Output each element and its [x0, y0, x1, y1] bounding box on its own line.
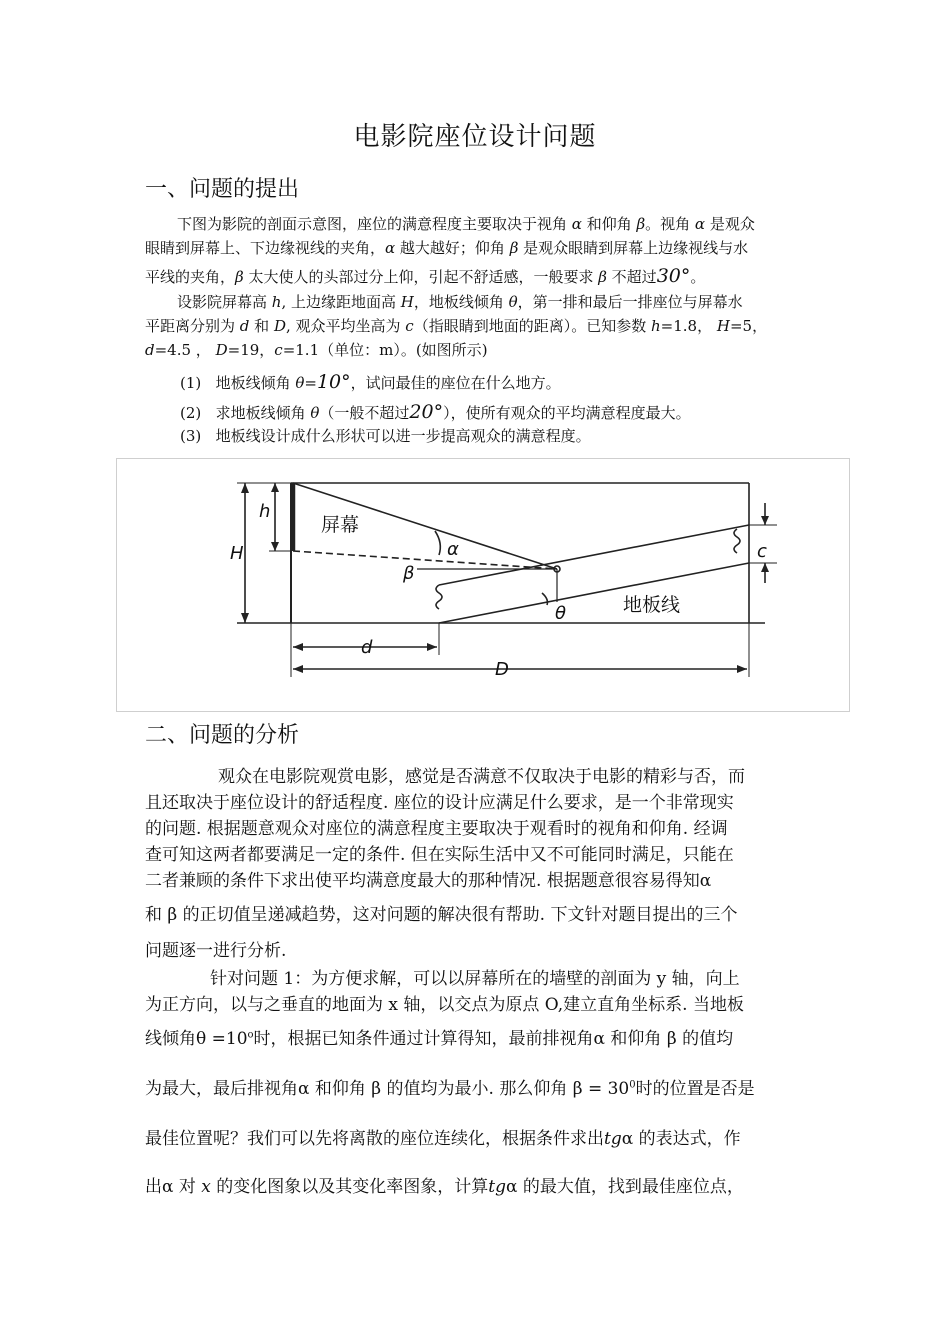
paragraph-line: 眼睛到屏幕上、下边缘视线的夹角，α 越大越好；仰角 β 是观众眼睛到屏幕上边缘视线与水 — [145, 239, 749, 257]
eye-level-line — [439, 525, 749, 585]
question-2: (2) 求地板线倾角 θ（一般不超过20°），使所有观众的平均满意程度最大。 — [180, 401, 691, 423]
label-h: h — [259, 501, 271, 522]
question-1: (1) 地板线倾角 θ=10°，试问最佳的座位在什么地方。 — [180, 371, 561, 393]
front-seat-mark — [436, 585, 442, 609]
label-c: c — [757, 541, 767, 562]
page-title: 电影院座位设计问题 — [353, 122, 597, 152]
analysis-line: 查可知这两者都要满足一定的条件. 但在实际生活中又不可能同时满足，只能在 — [145, 845, 734, 865]
analysis-line: 和 β 的正切值呈递减趋势，这对问题的解决很有帮助. 下文针对题目提出的三个 — [145, 905, 738, 925]
analysis-line: 为正方向，以与之垂直的地面为 x 轴，以交点为原点 O,建立直角坐标系. 当地板 — [145, 995, 744, 1015]
label-theta: θ — [555, 603, 567, 624]
analysis-line: 观众在电影院观赏电影，感觉是否满意不仅取决于电影的精彩与否，而 — [218, 767, 745, 787]
label-D: D — [495, 659, 509, 680]
analysis-line: 问题逐一进行分析. — [145, 941, 287, 961]
label-beta: β — [403, 563, 415, 584]
section-1-heading: 一、问题的提出 — [145, 177, 300, 202]
floor-line — [439, 563, 749, 623]
label-d: d — [361, 637, 373, 658]
rear-seat-mark — [734, 529, 740, 553]
paragraph-line: 平线的夹角，β 太大使人的头部过分上仰，引起不舒适感，一般要求 β 不超过30°。 — [145, 265, 706, 287]
analysis-line: 且还取决于座位设计的舒适程度. 座位的设计应满足什么要求，是一个非常现实 — [145, 793, 734, 813]
paragraph-line: 平距离分别为 d 和 D, 观众平均坐高为 c（指眼睛到地面的距离）。已知参数 h=1.8， H=5， — [145, 317, 768, 335]
label-floor: 地板线 — [623, 594, 681, 616]
cinema-cross-section-figure — [116, 458, 850, 712]
paragraph-line: 设影院屏幕高 h, 上边缘距地面高 H，地板线倾角 θ，第一排和最后一排座位与屏幕水 — [177, 293, 743, 311]
paragraph-line: d=4.5 ， D=19，c=1.1（单位：m）。(如图所示) — [145, 341, 488, 359]
alpha-arc — [435, 531, 440, 555]
analysis-line: 针对问题 1：为方便求解，可以以屏幕所在的墙壁的剖面为 y 轴，向上 — [210, 969, 740, 989]
cinema-diagram — [117, 459, 849, 711]
paragraph-line: 下图为影院的剖面示意图，座位的满意程度主要取决于视角 α 和仰角 β。视角 α 是观众 — [177, 215, 755, 233]
analysis-line: 为最大，最后排视角α 和仰角 β 的值均为最小. 那么仰角 $\beta = 30^0$时的位置是否是 — [145, 1079, 755, 1099]
analysis-line: 线倾角$\theta =10^o$时，根据已知条件通过计算得知，最前排视角α 和仰角 β 的值均 — [145, 1029, 734, 1049]
bottom-sight-line — [293, 551, 557, 569]
question-3: (3) 地板线设计成什么形状可以进一步提高观众的满意程度。 — [180, 427, 591, 445]
analysis-line: 最佳位置呢？我们可以先将离散的座位连续化，根据条件求出tgα 的表达式，作 — [145, 1129, 741, 1149]
label-alpha: α — [447, 539, 459, 560]
arrowheads — [241, 483, 769, 673]
section-2-heading: 二、问题的分析 — [145, 723, 300, 748]
analysis-line: 二者兼顾的条件下求出使平均满意度最大的那种情况. 根据题意很容易得知α — [145, 871, 712, 891]
label-screen: 屏幕 — [321, 514, 360, 536]
analysis-line: 出α 对 x 的变化图象以及其变化率图象，计算tgα 的最大值，找到最佳座位点， — [145, 1177, 744, 1197]
label-H: H — [230, 543, 244, 564]
analysis-line: 的问题. 根据题意观众对座位的满意程度主要取决于观看时的视角和仰角. 经调 — [145, 819, 728, 839]
